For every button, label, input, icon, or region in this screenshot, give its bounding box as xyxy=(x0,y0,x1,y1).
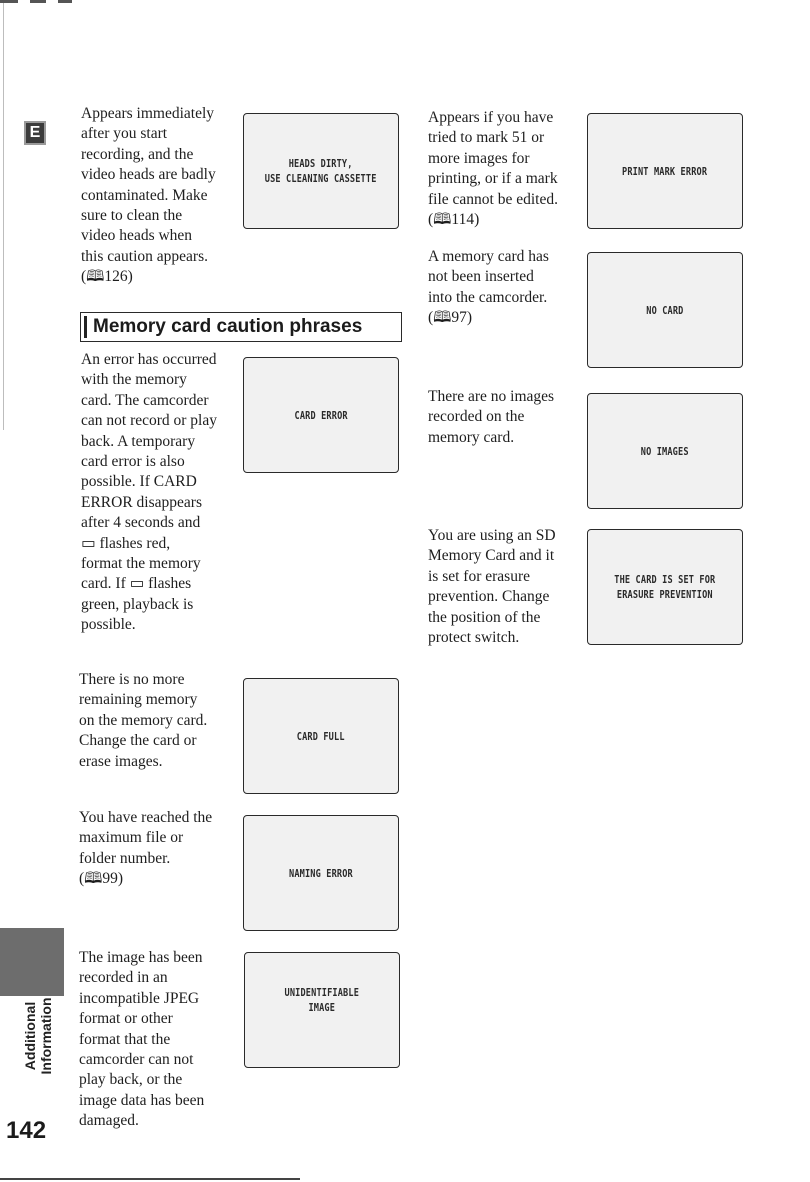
bottom-rule xyxy=(0,1178,300,1180)
print-mark-error-description: Appears if you have tried to mark 51 or more images for printing, or if a mark file cannot be edited. (🕮114) xyxy=(428,109,558,229)
no-images-description: There are no images recorded on the memory card. xyxy=(428,388,555,446)
no-card-description: A memory card has not been inserted into the camcorder. (🕮97) xyxy=(428,248,549,327)
no-images-screen xyxy=(587,393,743,509)
section-tab-e: E xyxy=(24,121,46,145)
screen-message: THE CARD IS SET FOR ERASURE PREVENTION xyxy=(614,573,716,601)
card-protected-screen xyxy=(587,529,743,645)
screen-message: CARD ERROR xyxy=(294,408,348,422)
screen-message: CARD FULL xyxy=(297,729,345,743)
page-edge-line xyxy=(3,0,4,430)
crop-mark xyxy=(0,0,18,3)
card-full-description: There is no more remaining memory on the memory card. Change the card or erase images. xyxy=(79,671,208,770)
chapter-tab xyxy=(0,928,64,996)
card-full-screen xyxy=(243,678,399,794)
chapter-label: Additional Information xyxy=(22,997,54,1075)
screen-message: PRINT MARK ERROR xyxy=(622,164,708,178)
heading-accent-bar xyxy=(84,316,87,338)
print-mark-error-screen xyxy=(587,113,743,229)
no-card-screen xyxy=(587,252,743,368)
card-protected-description: You are using an SD Memory Card and it is set for erasure prevention. Change the position of the protect switch. xyxy=(428,527,556,647)
page-number: 142 xyxy=(6,1117,47,1144)
naming-error-screen xyxy=(243,815,399,931)
screen-message: NO CARD xyxy=(646,303,684,317)
crop-mark xyxy=(30,0,46,3)
screen-message: HEADS DIRTY, USE CLEANING CASSETTE xyxy=(265,157,377,185)
crop-mark xyxy=(58,0,72,3)
unidentifiable-image-description: The image has been recorded in an incompatible JPEG format or other format that the camcorder can not play back, or the image data has been damaged. xyxy=(79,949,205,1130)
screen-message: NAMING ERROR xyxy=(289,866,353,880)
card-error-description: An error has occurred with the memory card. The camcorder can not record or play back. A temporary card error is also possible. If CARD ERROR disappears after 4 seconds and ▭ flashes red, format the memory card. If ▭ flashes green, playback is possible. xyxy=(81,351,217,634)
naming-error-description: You have reached the maximum file or folder number. (🕮99) xyxy=(79,809,213,888)
screen-message: NO IMAGES xyxy=(641,444,689,458)
card-error-screen xyxy=(243,357,399,473)
unidentifiable-image-screen xyxy=(244,952,400,1068)
section-heading: Memory card caution phrases xyxy=(93,316,363,337)
heads-dirty-screen xyxy=(243,113,399,229)
screen-message: UNIDENTIFIABLE IMAGE xyxy=(284,986,360,1014)
heads-dirty-description: Appears immediately after you start recording, and the video heads are badly contaminated. Make sure to clean the video heads when this caution appears. (🕮126) xyxy=(81,105,216,286)
